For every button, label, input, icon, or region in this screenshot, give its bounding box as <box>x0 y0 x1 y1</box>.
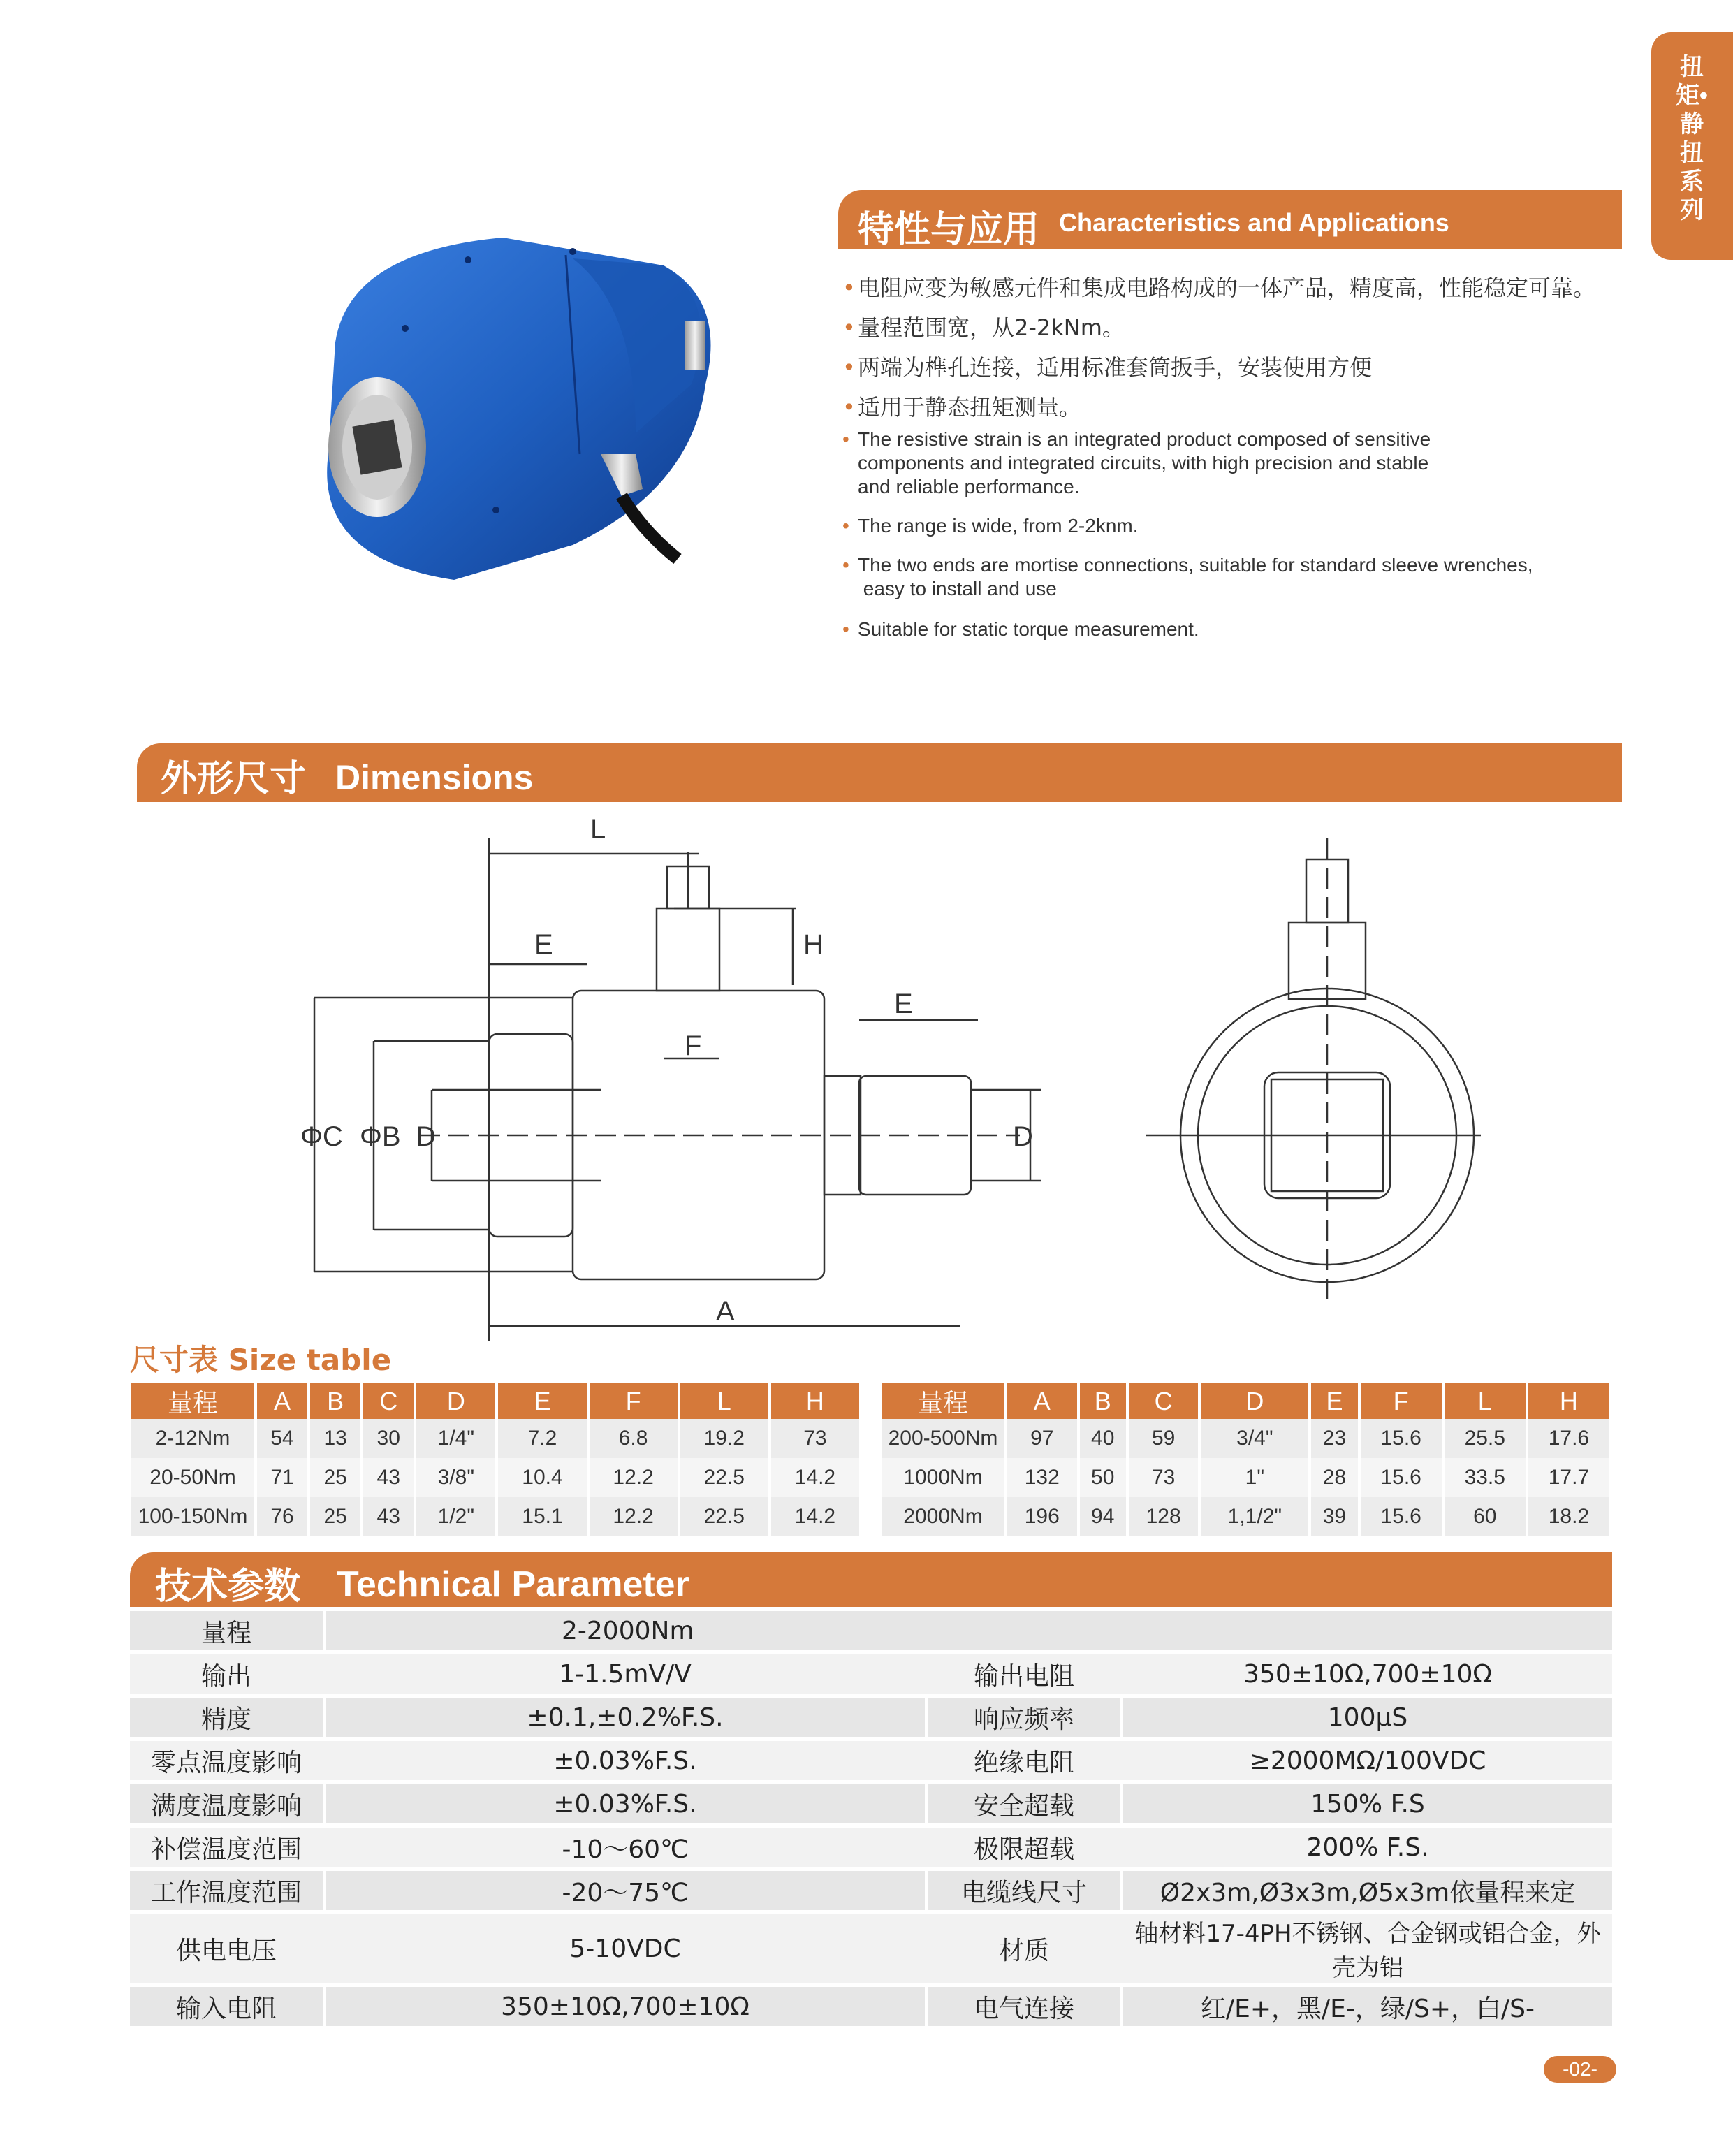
series-side-tab <box>1651 32 1733 260</box>
dim-label-c: ΦC <box>300 1121 343 1152</box>
size-header-cell: F <box>1361 1383 1442 1419</box>
size-table-left <box>129 1383 862 1536</box>
side-tab-label: 扭矩•静扭系列 <box>1676 54 1708 224</box>
technical-title-en: Technical Parameter <box>337 1564 689 1605</box>
characteristics-title-zh: 特性与应用 <box>858 210 1040 250</box>
dim-label-d-left: D <box>416 1121 436 1152</box>
technical-title-zh: 技术参数 <box>155 1566 301 1607</box>
size-header-cell: C <box>1129 1383 1199 1419</box>
size-header-cell: A <box>1007 1383 1077 1419</box>
feature-en-item: • The range is wide, from 2-2knm. <box>842 515 1139 537</box>
table-row: 供电电压 5-10VDC 材质 轴材料17-4PH不锈钢、合金钢或铝合金，外壳为铝 <box>130 1914 1612 1983</box>
size-header-cell: E <box>1311 1383 1357 1419</box>
size-header-cell: 量程 <box>882 1383 1004 1419</box>
dim-label-e-left: E <box>534 929 553 960</box>
dimension-drawing <box>279 810 1481 1362</box>
size-header-cell: F <box>590 1383 678 1419</box>
size-table-right <box>879 1383 1612 1536</box>
dim-label-b: ΦB <box>360 1121 401 1152</box>
characteristics-header <box>838 190 1622 249</box>
table-row: 输入电阻 350±10Ω,700±10Ω 电气连接 红/E+，黑/E-，绿/S+，白/S- <box>130 1987 1612 2026</box>
size-header-cell: B <box>1080 1383 1126 1419</box>
dim-label-f: F <box>685 1030 702 1061</box>
dim-label-a: A <box>716 1296 735 1327</box>
table-row: 2000Nm 196 94 128 1,1/2" 39 15.6 60 18.2 <box>882 1497 1609 1536</box>
feature-en-item: • The resistive strain is an integrated product composed of sensitive components and integrated circuits, with high precision and stable and reliable performance. <box>842 428 1431 497</box>
size-table-header <box>882 1383 1609 1419</box>
size-header-cell: A <box>257 1383 307 1419</box>
feature-en-item: • Suitable for static torque measurement. <box>842 618 1199 640</box>
feature-zh-item: • 电阻应变为敏感元件和集成电路构成的一体产品，精度高，性能稳定可靠。 <box>842 275 1596 301</box>
size-header-cell: H <box>771 1383 859 1419</box>
feature-zh-item: • 两端为榫孔连接，适用标准套筒扳手，安装使用方便 <box>842 354 1373 381</box>
table-row: 100-150Nm 76 25 43 1/2" 15.1 12.2 22.5 14.2 <box>131 1497 859 1536</box>
size-header-cell: B <box>310 1383 360 1419</box>
table-row: 2-12Nm 54 13 30 1/4" 7.2 6.8 19.2 73 <box>131 1419 859 1458</box>
dim-label-l: L <box>590 814 606 845</box>
size-header-cell: L <box>1445 1383 1526 1419</box>
size-header-cell: E <box>498 1383 586 1419</box>
table-row: 200-500Nm 97 40 59 3/4" 23 15.6 25.5 17.6 <box>882 1419 1609 1458</box>
table-row: 量程 2-2000Nm <box>130 1611 1612 1650</box>
characteristics-title-en: Characteristics and Applications <box>1059 208 1449 237</box>
size-header-cell: D <box>416 1383 495 1419</box>
size-header-cell: H <box>1528 1383 1609 1419</box>
size-table-header <box>131 1383 859 1419</box>
product-photo <box>272 224 726 587</box>
table-row: 零点温度影响 ±0.03%F.S. 绝缘电阻 ≥2000MΩ/100VDC <box>130 1741 1612 1780</box>
dim-label-e-right: E <box>894 989 913 1019</box>
technical-table <box>130 1607 1612 2030</box>
table-row: 1000Nm 132 50 73 1" 28 15.6 33.5 17.7 <box>882 1458 1609 1497</box>
dimensions-title-en: Dimensions <box>335 758 534 797</box>
dimensions-title-zh: 外形尺寸 <box>161 759 307 799</box>
size-header-cell: 量程 <box>131 1383 254 1419</box>
table-row: 满度温度影响 ±0.03%F.S. 安全超载 150% F.S <box>130 1784 1612 1823</box>
dim-label-d-right: D <box>1013 1121 1033 1152</box>
page-number: -02- <box>1544 2056 1616 2083</box>
dim-label-h: H <box>803 929 824 960</box>
table-row: 精度 ±0.1,±0.2%F.S. 响应频率 100μS <box>130 1698 1612 1737</box>
size-header-cell: L <box>680 1383 768 1419</box>
table-row: 补偿温度范围 -10～60℃ 极限超载 200% F.S. <box>130 1828 1612 1867</box>
size-header-cell: D <box>1201 1383 1308 1419</box>
technical-header <box>130 1552 1612 1607</box>
feature-zh-item: • 量程范围宽，从2-2kNm。 <box>842 314 1125 341</box>
size-table-title: 尺寸表 Size table <box>130 1343 392 1377</box>
table-row: 20-50Nm 71 25 43 3/8" 10.4 12.2 22.5 14.2 <box>131 1458 859 1497</box>
table-row: 输出 1-1.5mV/V 输出电阻 350±10Ω,700±10Ω <box>130 1654 1612 1694</box>
table-row: 工作温度范围 -20～75℃ 电缆线尺寸 Ø2x3m,Ø3x3m,Ø5x3m依量程来定 <box>130 1871 1612 1910</box>
size-header-cell: C <box>363 1383 414 1419</box>
feature-en-item: • The two ends are mortise connections, suitable for standard sleeve wrenches, easy to install and use <box>842 554 1533 599</box>
dimensions-header <box>137 743 1622 802</box>
feature-zh-item: • 适用于静态扭矩测量。 <box>842 394 1082 421</box>
